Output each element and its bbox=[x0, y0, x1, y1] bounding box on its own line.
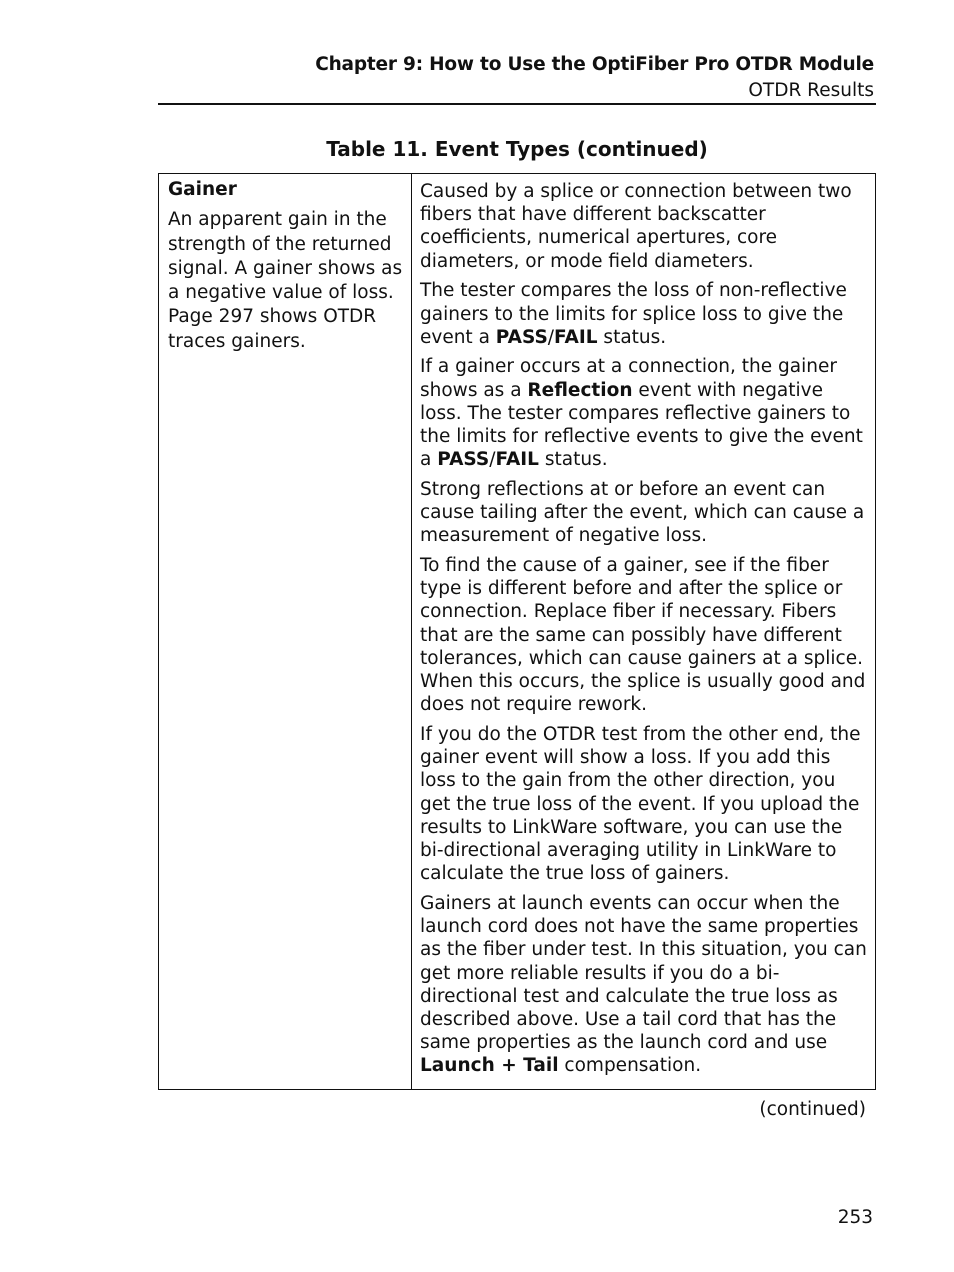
description-paragraph-2 bbox=[420, 279, 869, 349]
table-title: Table 11. Event Types (continued) bbox=[326, 137, 708, 161]
text-run: / bbox=[489, 449, 496, 471]
text-run: The tester compares the loss of non-reflective gainers to the limits for splice loss to give the event a bbox=[420, 280, 847, 348]
launch-tail-label: Launch + Tail bbox=[420, 1055, 559, 1077]
text-run: status. bbox=[538, 449, 608, 471]
description-paragraph-1: Caused by a splice or connection between two fibers that have different backscatter coefficients, numerical apertures, core diameters, or mode field diameters. bbox=[420, 181, 852, 272]
description-paragraph-6: If you do the OTDR test from the other end, the gainer event will show a loss. If you add this loss to the gain from the other direction, you get the true loss of the event. If you upload the results to LinkWare software, you can use the bi-directional averaging utility in LinkWare to calculate the true loss of gainers. bbox=[420, 723, 861, 885]
text-run: If a gainer occurs at a connection, the gainer shows as a bbox=[420, 356, 837, 401]
fail-label: FAIL bbox=[495, 449, 539, 471]
description-paragraph-4: Strong reflections at or before an event can cause tailing after the event, which can cause a measurement of negative loss. bbox=[420, 478, 865, 547]
fail-label: FAIL bbox=[554, 326, 598, 348]
description-paragraph-5: To find the cause of a gainer, see if the fiber type is different before and after the splice or connection. Replace fiber if necessary. Fibers that are the same can possibly have different tolerances, which can cause gainers at a splice. When this occurs, the splice is usually good and does not require rework. bbox=[420, 555, 866, 716]
pass-label: PASS bbox=[495, 326, 548, 348]
text-run: status. bbox=[597, 326, 667, 348]
header-rule bbox=[158, 103, 876, 105]
reflection-label: Reflection bbox=[527, 379, 633, 401]
text-run: event with negative loss. The tester compares reflective gainers to the limits for reflective events to give the event a bbox=[420, 379, 863, 471]
running-header bbox=[158, 52, 874, 104]
term-cell bbox=[159, 174, 412, 1089]
description-cell bbox=[412, 174, 875, 1089]
pass-label: PASS bbox=[437, 449, 490, 471]
text-run: Gainers at launch events can occur when the launch cord does not have the same properties as the fiber under test. In this situation, you can get more reliable results if you do a bi-directional test and calculate the true loss as described above. Use a tail cord that has the same properties as the launch cord and use bbox=[420, 892, 867, 1054]
chapter-title: Chapter 9: How to Use the OptiFiber Pro OTDR Module bbox=[315, 54, 874, 75]
text-run: compensation. bbox=[558, 1055, 702, 1077]
continued-note: (continued) bbox=[759, 1099, 866, 1120]
term-definition: An apparent gain in the strength of the returned signal. A gainer shows as a negative value of loss. Page 297 shows OTDR traces gainers. bbox=[168, 209, 403, 352]
text-run: / bbox=[547, 326, 555, 348]
page-number: 253 bbox=[837, 1207, 873, 1228]
event-types-table bbox=[158, 173, 876, 1090]
description-paragraph-7 bbox=[420, 892, 869, 1078]
description-paragraph-3 bbox=[420, 355, 869, 471]
term-name: Gainer bbox=[168, 179, 237, 200]
section-title: OTDR Results bbox=[748, 80, 874, 101]
